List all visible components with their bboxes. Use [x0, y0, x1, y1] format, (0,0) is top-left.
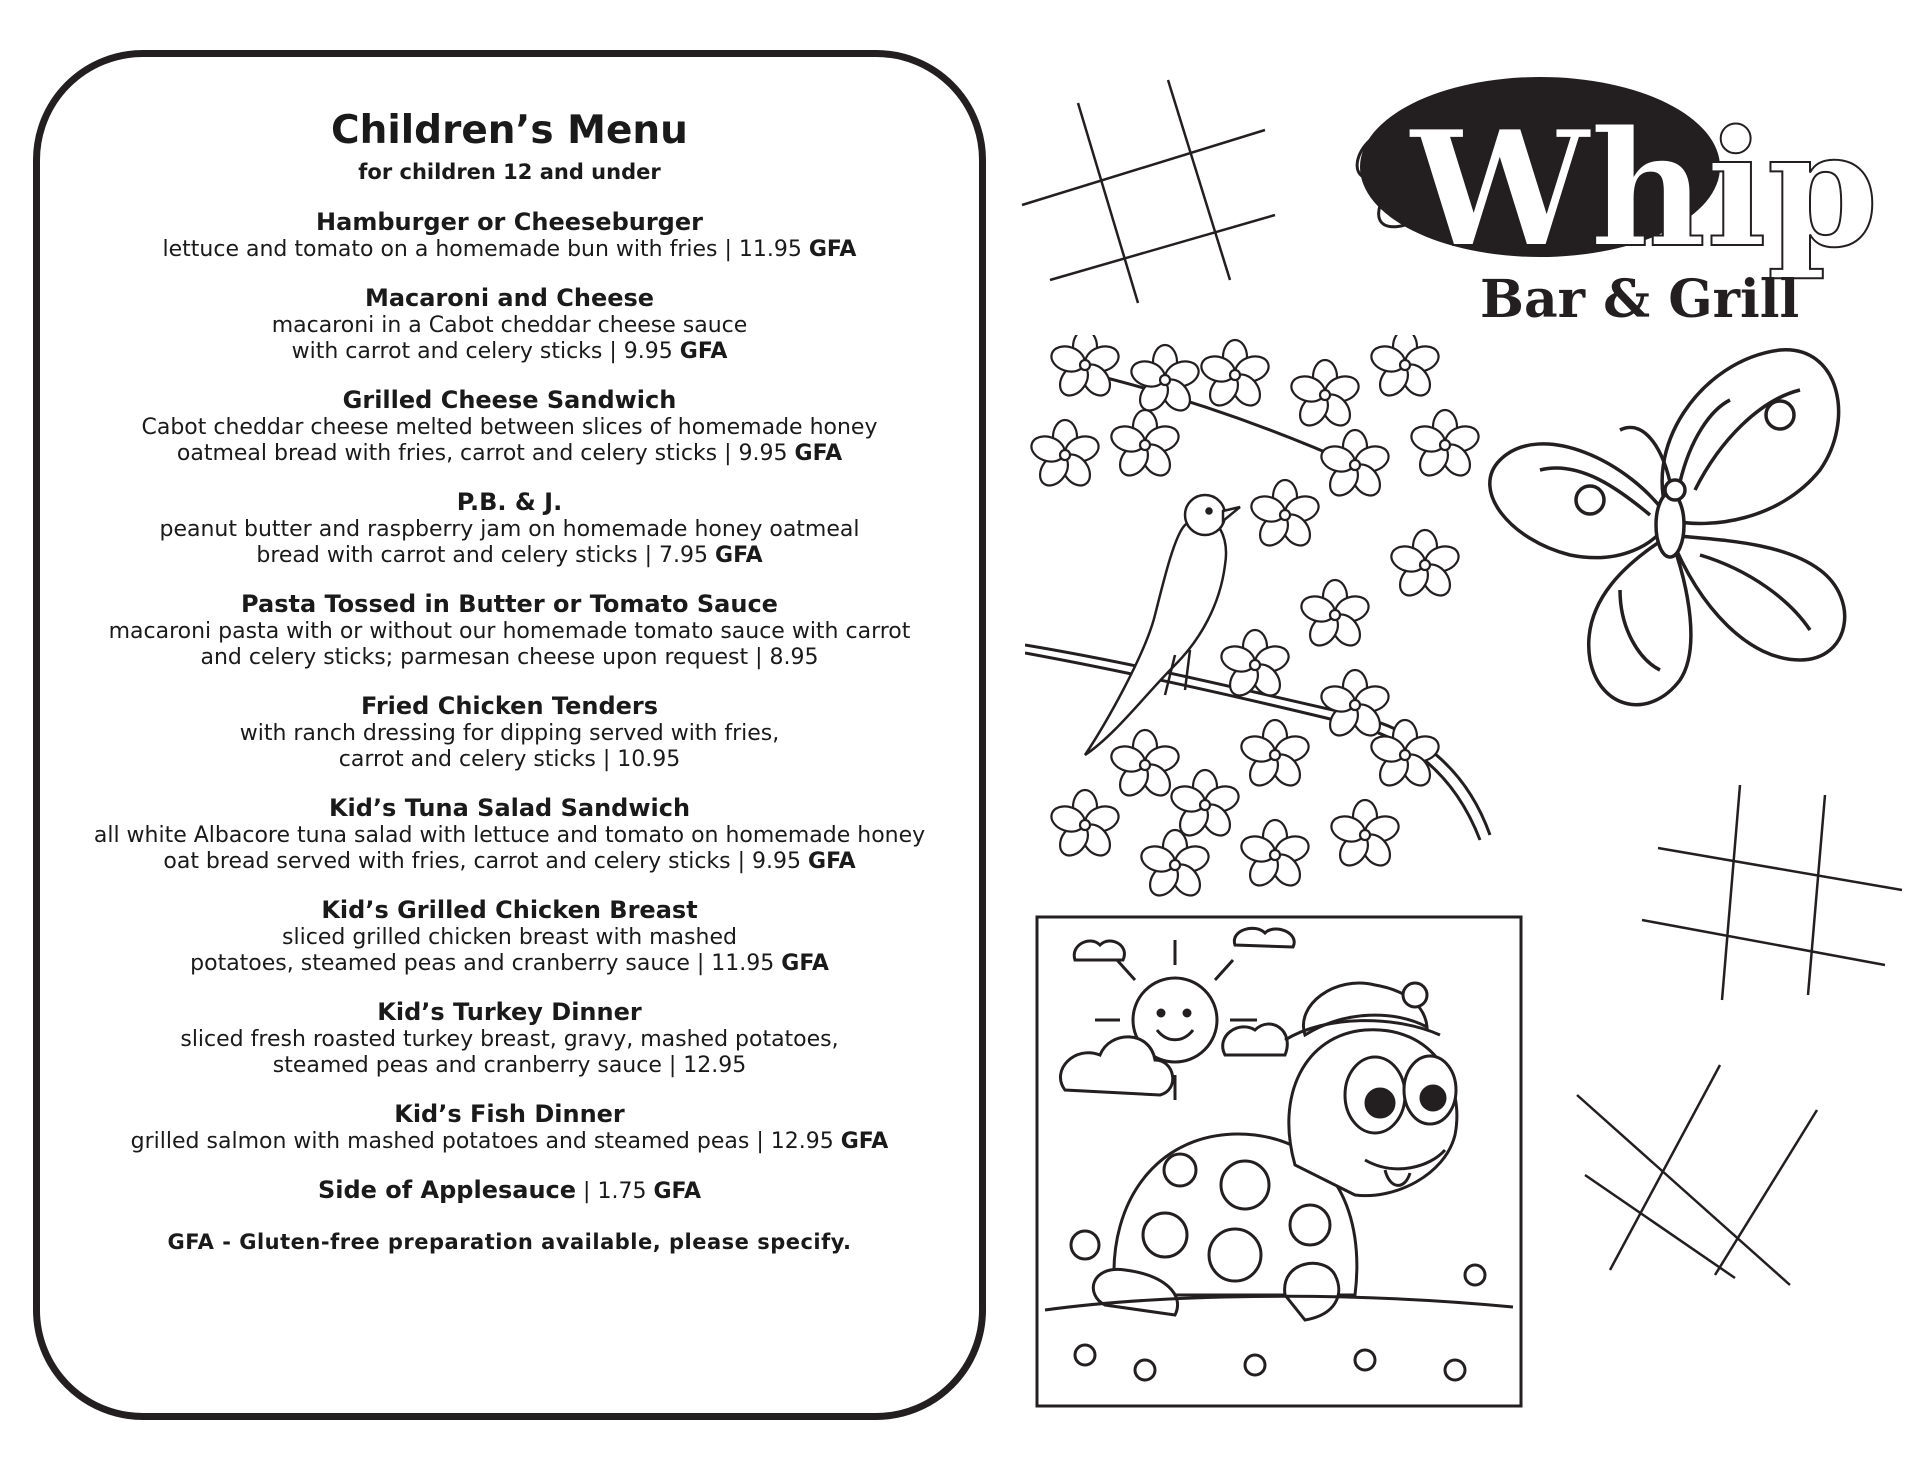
menu-item-description-text: with carrot and celery sticks | 9.95 — [291, 339, 680, 364]
menu-item-description-text: oatmeal bread with fries, carrot and celery sticks | 9.95 — [176, 441, 795, 466]
side-item-price: | 1.75 — [576, 1179, 654, 1204]
menu-item — [40, 487, 979, 569]
tic-tac-toe-grid — [1575, 1060, 1820, 1290]
menu-items — [40, 207, 979, 1155]
menu-item — [40, 283, 979, 365]
menu-item-description-text: steamed peas and cranberry sauce | 12.95 — [272, 1053, 747, 1078]
gfa-badge: GFA — [794, 441, 843, 466]
menu-item-description — [40, 339, 979, 365]
menu-item-description-text: oat bread served with fries, carrot and celery sticks | 9.95 — [163, 849, 809, 874]
menu-item-name: Kid’s Turkey Dinner — [377, 998, 642, 1026]
side-item-name: Side of Applesauce — [317, 1176, 577, 1204]
menu-item-name: P.B. & J. — [456, 488, 563, 516]
menu-item-description — [40, 415, 979, 441]
menu-item-description — [40, 925, 979, 951]
menu-item-name: Kid’s Grilled Chicken Breast — [321, 896, 698, 924]
menu-item-name: Grilled Cheese Sandwich — [342, 386, 677, 414]
tic-tac-toe-grid — [1020, 75, 1280, 305]
menu-item-description-text: sliced fresh roasted turkey breast, gravy, mashed potatoes, — [180, 1027, 839, 1052]
menu-item-description-text: potatoes, steamed peas and cranberry sauce | 11.95 — [190, 951, 782, 976]
menu-item — [40, 589, 979, 671]
menu-item-description — [40, 1027, 979, 1053]
menu-item — [40, 385, 979, 467]
gfa-badge: GFA — [781, 951, 829, 976]
side-item-gfa: GFA — [653, 1179, 702, 1204]
menu-item-description — [40, 645, 979, 671]
menu-item — [40, 691, 979, 773]
menu-item-description-text: macaroni pasta with or without our homemade tomato sauce with carrot — [108, 619, 911, 644]
menu-item-description — [40, 721, 979, 747]
menu-item-description — [40, 747, 979, 773]
menu-item-description — [40, 951, 979, 977]
menu-item-description — [40, 849, 979, 875]
menu-item-name: Macaroni and Cheese — [364, 284, 655, 312]
menu-item-description-text: macaroni in a Cabot cheddar cheese sauce — [271, 313, 748, 338]
logo-tagline: Bar & Grill — [1480, 269, 1800, 330]
menu-item-description-text: and celery sticks; parmesan cheese upon request | 8.95 — [200, 645, 819, 670]
gfa-badge: GFA — [715, 543, 763, 568]
gfa-badge: GFA — [808, 237, 857, 262]
blossom-branch-bird-illustration — [1025, 335, 1495, 905]
tic-tac-toe-grid — [1640, 780, 1905, 1005]
menu-item-description — [40, 823, 979, 849]
menu-item — [40, 207, 979, 263]
menu-item-description — [40, 441, 979, 467]
menu-item-description-text: carrot and celery sticks | 10.95 — [338, 747, 681, 772]
butterfly-illustration — [1480, 340, 1860, 730]
gfa-badge: GFA — [679, 339, 728, 364]
menu-item-description-text: with ranch dressing for dipping served with fries, — [239, 721, 780, 746]
menu-item-description — [40, 313, 979, 339]
menu-item-description — [40, 237, 979, 263]
menu-content — [40, 107, 979, 1255]
menu-item-name: Fried Chicken Tenders — [360, 692, 659, 720]
menu-item-name: Kid’s Fish Dinner — [394, 1100, 625, 1128]
side-item — [40, 1175, 979, 1207]
menu-item-description — [40, 543, 979, 569]
gfa-badge: GFA — [840, 1129, 889, 1154]
menu-subtitle: for children 12 and under — [358, 160, 661, 184]
menu-item-description-text: grilled salmon with mashed potatoes and steamed peas | 12.95 — [130, 1129, 841, 1154]
menu-item — [40, 997, 979, 1079]
menu-item-description-text: peanut butter and raspberry jam on homemade honey oatmeal — [159, 517, 860, 542]
menu-item-description — [40, 1053, 979, 1079]
menu-item-name: Kid’s Tuna Salad Sandwich — [328, 794, 691, 822]
turtle-scene-illustration — [1035, 915, 1523, 1408]
gfa-note: GFA - Gluten-free preparation available, please specify. — [167, 1230, 852, 1254]
whip-logo — [1350, 55, 1910, 335]
menu-item — [40, 793, 979, 875]
menu-item-name: Pasta Tossed in Butter or Tomato Sauce — [241, 590, 778, 618]
menu-item-description-text: Cabot cheddar cheese melted between slices of homemade honey — [141, 415, 878, 440]
menu-item-description-text: sliced grilled chicken breast with mashed — [282, 925, 737, 950]
gfa-badge: GFA — [808, 849, 856, 874]
menu-item-description-text: bread with carrot and celery sticks | 7.95 — [256, 543, 716, 568]
menu-item-description — [40, 517, 979, 543]
menu-item-description-text: all white Albacore tuna salad with lettuce and tomato on homemade honey — [93, 823, 926, 848]
logo-word: Whip — [1410, 95, 1879, 283]
menu-card — [33, 50, 986, 1420]
menu-item — [40, 1099, 979, 1155]
menu-item — [40, 895, 979, 977]
menu-item-name: Hamburger or Cheeseburger — [316, 208, 703, 236]
menu-item-description-text: lettuce and tomato on a homemade bun with fries | 11.95 — [162, 237, 809, 262]
menu-item-description — [40, 1129, 979, 1155]
menu-item-description — [40, 619, 979, 645]
menu-title: Children’s Menu — [331, 108, 688, 153]
